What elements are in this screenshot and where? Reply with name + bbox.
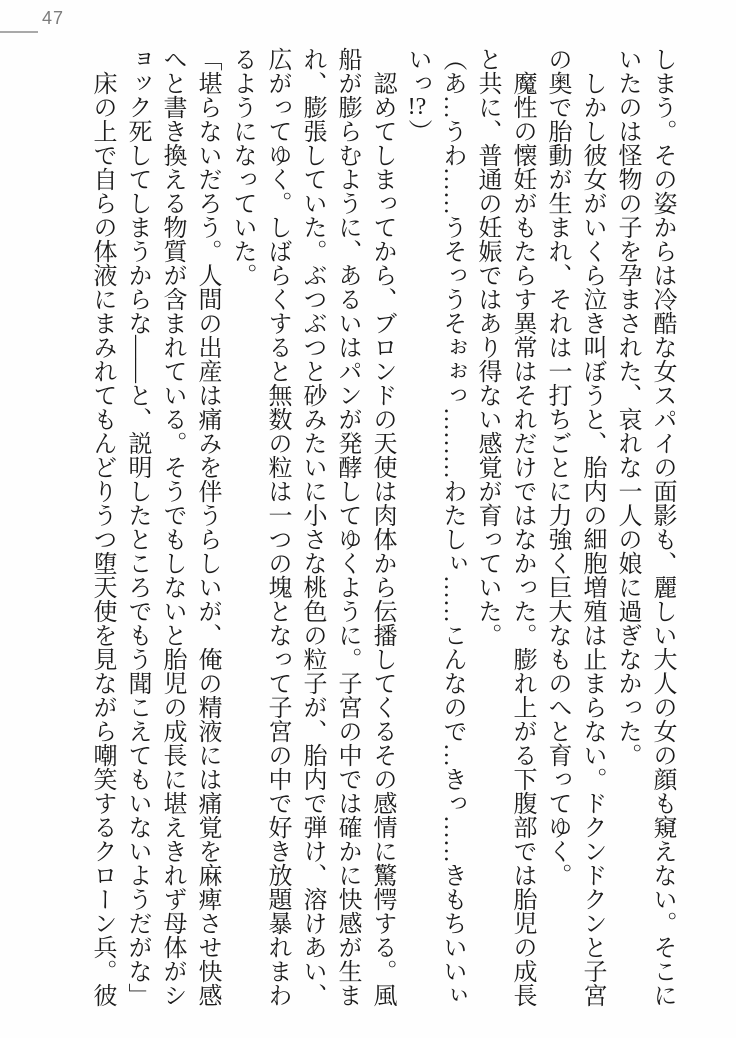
paragraph: 床の上で自らの体液にまみれてもんどりうつ堕天使を見ながら嘲笑するクローン兵。彼 <box>89 47 115 1007</box>
paragraph: 「堪らないだろう。人間の出産は痛みを伴うらしいが、俺の精液には痛覚を麻痺させ快感へと書き換える物質が含まれている。そうでもしないと胎児の成長に堪えきれず母体がショック死してしまうからな——と、説明したところでもう聞こえてもいないようだがな」 <box>124 47 220 1007</box>
paragraph: 認めてしまってから、ブロンドの天使は肉体から伝播してくるその感情に驚愕する。風船が膨らむように、あるいはパンが発酵してゆくように。子宮の中では確かに快感が生まれ、膨張していた。ぶつぶつと砂みたいに小さな桃色の粒子が、胎内で弾け、溶けあい、広がってゆく。しばらくすると無数の粒は一つの塊となって子宮の中で好き放題暴れまわるようになっていた。 <box>229 47 395 1007</box>
page-number: 47 <box>42 8 65 28</box>
paragraph: しかし彼女がいくら泣き叫ぼうと、胎内の細胞増殖は止まらない。ドクンドクンと子宮の奥で胎動が生まれ、それは一打ちごとに力強く巨大なものへと育ってゆく。 <box>544 47 605 1007</box>
paragraph: 魔性の懐妊がもたらす異常はそれだけではなかった。膨れ上がる下腹部では胎児の成長と共に、普通の妊娠ではあり得ない感覚が育っていた。 <box>474 47 535 1007</box>
paragraph: （あ…うわ……うそっうそぉぉっ………わたしぃ……こんなので…きっ……きもちいいぃいっ!?） <box>404 47 465 1007</box>
novel-text <box>84 47 679 1019</box>
page-number-rule <box>0 31 38 33</box>
paragraph: しまう。その姿からは冷酷な女スパイの面影も、麗しい大人の女の顔も窺えない。そこにいたのは怪物の子を孕まされた、哀れな一人の娘に過ぎなかった。 <box>614 47 675 1007</box>
interrobang-tcy: !? <box>407 95 427 119</box>
